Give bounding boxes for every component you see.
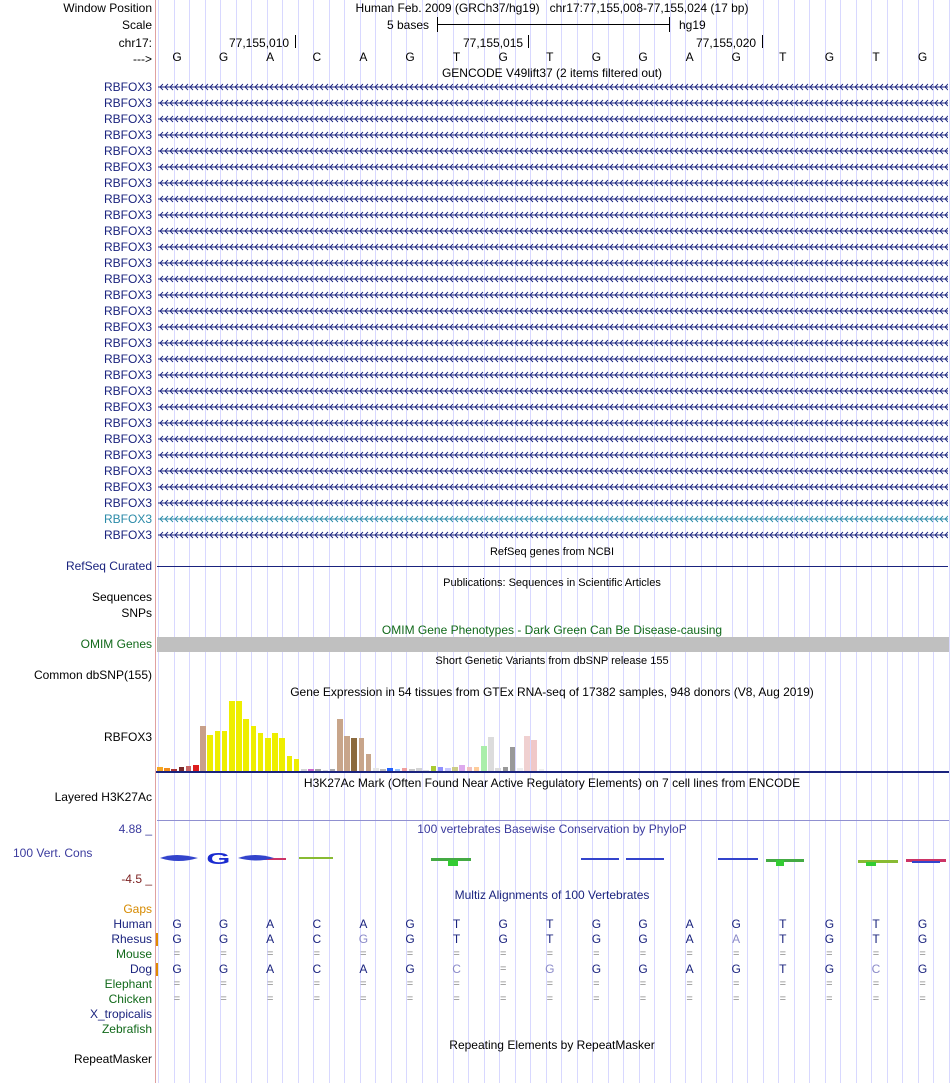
gtex-tissue-bar[interactable] <box>258 733 264 771</box>
multiz-base: G <box>172 962 182 976</box>
base-letter: A <box>685 50 694 64</box>
multiz-base: = <box>220 948 227 960</box>
gencode-transcript-line[interactable] <box>158 161 948 173</box>
phylop-min-label: -4.5 _ <box>121 872 152 886</box>
multiz-base: = <box>453 993 460 1005</box>
gencode-transcript-label[interactable]: RBFOX3 <box>103 336 152 350</box>
multiz-base: A <box>359 962 368 976</box>
multiz-base: T <box>779 917 787 931</box>
gtex-tissue-bar[interactable] <box>200 726 206 771</box>
multiz-base: = <box>779 993 787 1005</box>
gencode-transcript-line[interactable] <box>158 513 948 525</box>
gencode-title: GENCODE V49lift37 (2 items filtered out) <box>441 66 663 80</box>
gtex-tissue-bar[interactable] <box>222 731 228 771</box>
gtex-tissue-bar[interactable] <box>366 754 372 771</box>
scale-text: 5 bases <box>387 18 430 32</box>
position-tick-1 <box>295 35 296 48</box>
gtex-tissue-bar[interactable] <box>344 736 350 771</box>
gencode-transcript-line[interactable] <box>158 321 948 333</box>
position-tick-2 <box>528 35 529 48</box>
multiz-base: = <box>313 948 321 960</box>
omim-label[interactable]: OMIM Genes <box>80 637 152 651</box>
multiz-gaps-label[interactable]: Gaps <box>123 902 152 916</box>
publications-sequences-label[interactable]: Sequences <box>91 590 152 604</box>
scale-bar-right-tick <box>669 17 670 32</box>
multiz-row-marker <box>156 933 158 946</box>
multiz-base: G <box>917 962 928 976</box>
svg-text:G: G <box>206 850 231 868</box>
gencode-transcript-label[interactable]: RBFOX3 <box>103 240 152 254</box>
scale-assembly: hg19 <box>679 18 706 32</box>
track-divider <box>155 0 156 1083</box>
multiz-base: C <box>312 932 322 946</box>
multiz-species-label[interactable]: Human <box>113 917 152 931</box>
multiz-base: = <box>779 978 787 990</box>
multiz-base: G <box>917 932 928 946</box>
phylop-max-label: 4.88 _ <box>118 822 152 836</box>
gencode-transcript-label[interactable]: RBFOX3 <box>103 224 152 238</box>
multiz-base: G <box>638 917 648 931</box>
window-position-label: Window Position <box>63 1 152 15</box>
multiz-base: = <box>593 993 600 1005</box>
multiz-base: = <box>360 993 367 1005</box>
multiz-base: C <box>312 962 322 976</box>
multiz-base: = <box>266 948 274 960</box>
gencode-transcript-label[interactable]: RBFOX3 <box>103 192 152 206</box>
multiz-base: A <box>685 962 694 976</box>
base-letter: T <box>546 50 554 64</box>
base-letter: G <box>731 50 741 64</box>
base-letter: G <box>824 50 835 64</box>
multiz-base: = <box>919 948 926 960</box>
h3k27ac-baseline <box>157 820 949 821</box>
multiz-species-label[interactable]: Elephant <box>104 977 152 991</box>
phylop-label[interactable]: 100 Vert. Cons <box>13 846 93 860</box>
multiz-base: G <box>405 962 415 976</box>
multiz-base: = <box>173 948 181 960</box>
multiz-base: G <box>498 917 508 931</box>
multiz-base: = <box>499 993 507 1005</box>
multiz-base: = <box>732 978 740 990</box>
gencode-transcript-label[interactable]: RBFOX3 <box>103 304 152 318</box>
gencode-transcript-line[interactable] <box>158 273 948 285</box>
h3k27ac-label[interactable]: Layered H3K27Ac <box>54 790 152 804</box>
refseq-title: RefSeq genes from NCBI <box>489 546 615 558</box>
publications-snps-label[interactable]: SNPs <box>121 606 152 620</box>
multiz-base: G <box>405 932 415 946</box>
multiz-base: = <box>686 993 693 1005</box>
gencode-transcript-label[interactable]: RBFOX3 <box>103 288 152 302</box>
multiz-base: = <box>313 978 321 990</box>
base-letter: T <box>779 50 787 64</box>
multiz-base: = <box>173 993 181 1005</box>
multiz-base: = <box>406 993 414 1005</box>
multiz-species-label[interactable]: Zebrafish <box>101 1022 152 1036</box>
multiz-base: T <box>872 932 880 946</box>
grid-line <box>949 0 950 1083</box>
position-tick-3 <box>762 35 763 48</box>
refseq-label[interactable]: RefSeq Curated <box>65 559 152 573</box>
gencode-transcript-line[interactable] <box>158 465 948 477</box>
multiz-base: G <box>218 917 229 931</box>
base-letter: G <box>917 50 928 64</box>
gencode-transcript-label[interactable]: RBFOX3 <box>103 352 152 366</box>
multiz-base: = <box>639 948 647 960</box>
multiz-base: G <box>731 962 741 976</box>
multiz-base: = <box>499 948 507 960</box>
gtex-baseline <box>156 771 949 773</box>
multiz-base: G <box>824 932 835 946</box>
gtex-tissue-bar[interactable] <box>524 736 530 771</box>
scale-bar-left-tick <box>437 17 438 32</box>
base-letter: G <box>405 50 415 64</box>
gencode-transcript-label[interactable]: RBFOX3 <box>103 448 152 462</box>
multiz-species-label[interactable]: Mouse <box>115 947 152 961</box>
phylop-glyphs <box>160 851 946 868</box>
multiz-base: = <box>546 948 554 960</box>
multiz-base: = <box>220 993 227 1005</box>
multiz-base: T <box>452 932 461 946</box>
multiz-row-marker <box>156 963 158 976</box>
gencode-transcript-line[interactable] <box>158 481 948 493</box>
h3k27ac-title: H3K27Ac Mark (Often Found Near Active Regulatory Elements) on 7 cell lines from ENCODE <box>303 776 801 790</box>
multiz-base: G <box>638 932 648 946</box>
gencode-transcript-label[interactable]: RBFOX3 <box>103 320 152 334</box>
gtex-tissue-bar[interactable] <box>272 733 278 771</box>
base-letter: G <box>638 50 648 64</box>
gtex-title: Gene Expression in 54 tissues from GTEx RNA-seq of 17382 samples, 948 donors (V8, Aug 2019) <box>290 685 814 699</box>
repeatmasker-label[interactable]: RepeatMasker <box>73 1052 152 1066</box>
multiz-base: = <box>872 978 880 990</box>
gencode-transcript-line[interactable] <box>158 401 948 413</box>
publications-title: Publications: Sequences in Scientific Articles <box>443 577 661 589</box>
gencode-transcript-line[interactable] <box>158 337 948 349</box>
gencode-transcript-label[interactable]: RBFOX3 <box>103 176 152 190</box>
multiz-base: G <box>591 932 602 946</box>
gencode-transcript-label[interactable]: RBFOX3 <box>103 480 152 494</box>
multiz-base: G <box>358 932 369 946</box>
gtex-tissue-bar[interactable] <box>510 747 516 771</box>
gtex-tissue-bar[interactable] <box>481 746 487 771</box>
gencode-transcript-label[interactable]: RBFOX3 <box>103 416 152 430</box>
gtex-tissue-bar[interactable] <box>215 731 221 771</box>
multiz-base: = <box>406 978 414 990</box>
gencode-transcript-line[interactable] <box>158 209 948 221</box>
multiz-base: = <box>686 978 693 990</box>
gencode-transcript-line[interactable] <box>158 385 948 397</box>
gencode-transcript-label[interactable]: RBFOX3 <box>103 80 152 94</box>
multiz-base: T <box>546 932 554 946</box>
phylop-title: 100 vertebrates Basewise Conservation by PhyloP <box>417 822 687 836</box>
gencode-transcript-line[interactable] <box>158 369 948 381</box>
scale-label: Scale <box>121 18 152 32</box>
refseq-gene-line[interactable] <box>157 566 948 567</box>
multiz-base: = <box>826 978 833 990</box>
gencode-transcript-line[interactable] <box>158 97 948 109</box>
gencode-transcript-line[interactable] <box>158 289 948 301</box>
gtex-tissue-bar[interactable] <box>251 726 257 771</box>
multiz-base: = <box>686 948 693 960</box>
multiz-base: C <box>312 917 322 931</box>
gencode-transcript-line[interactable] <box>158 129 948 141</box>
multiz-base: = <box>499 963 507 975</box>
multiz-species-label[interactable]: X_tropicalis <box>89 1007 152 1021</box>
gencode-transcript-label[interactable]: RBFOX3 <box>103 144 152 158</box>
multiz-base: A <box>685 917 694 931</box>
gencode-transcript-label[interactable]: RBFOX3 <box>103 160 152 174</box>
multiz-base: C <box>452 962 461 976</box>
multiz-base: G <box>824 962 835 976</box>
multiz-base: G <box>591 917 602 931</box>
base-letter: G <box>172 50 182 64</box>
multiz-base: T <box>779 932 787 946</box>
base-letter: T <box>872 50 880 64</box>
repeatmasker-title: Repeating Elements by RepeatMasker <box>449 1038 655 1052</box>
multiz-base: A <box>732 932 741 946</box>
position-label-2: 77,155,015 <box>463 36 524 50</box>
multiz-base: = <box>779 948 787 960</box>
base-letter: G <box>218 50 229 64</box>
gtex-tissue-bar[interactable] <box>279 738 285 771</box>
gencode-transcript-label[interactable]: RBFOX3 <box>103 464 152 478</box>
omim-title: OMIM Gene Phenotypes - Dark Green Can Be Disease-causing <box>381 623 723 637</box>
strand-label: ---> <box>133 52 152 66</box>
multiz-base: C <box>871 962 881 976</box>
multiz-base: T <box>779 962 787 976</box>
gencode-transcript-label[interactable]: RBFOX3 <box>103 496 152 510</box>
gencode-transcript-label[interactable]: RBFOX3 <box>103 256 152 270</box>
base-letter: A <box>266 50 275 64</box>
omim-gene-bar[interactable] <box>157 637 949 652</box>
gtex-tissue-bar[interactable] <box>287 756 293 771</box>
base-letter: C <box>312 50 322 64</box>
multiz-base: = <box>872 993 880 1005</box>
multiz-base: = <box>266 993 274 1005</box>
gencode-transcript-line[interactable] <box>158 449 948 461</box>
gencode-transcript-line[interactable] <box>158 529 948 541</box>
gencode-transcript-line[interactable] <box>158 225 948 237</box>
multiz-base: = <box>546 993 554 1005</box>
gtex-tissue-bar[interactable] <box>229 701 235 771</box>
multiz-base: G <box>591 962 602 976</box>
gencode-transcript-label[interactable]: RBFOX3 <box>103 432 152 446</box>
multiz-base: = <box>453 978 460 990</box>
base-letter: T <box>452 50 461 64</box>
multiz-base: G <box>172 917 182 931</box>
multiz-base: = <box>826 993 833 1005</box>
gencode-transcript-label[interactable]: RBFOX3 <box>103 384 152 398</box>
gencode-transcript-label[interactable]: RBFOX3 <box>103 208 152 222</box>
gencode-transcript-line[interactable] <box>158 257 948 269</box>
gencode-transcript-label[interactable]: RBFOX3 <box>103 112 152 126</box>
multiz-base: = <box>360 978 367 990</box>
gtex-tissue-bar[interactable] <box>351 738 357 771</box>
multiz-base: = <box>593 978 600 990</box>
phylop-logo <box>156 848 950 870</box>
gtex-label[interactable]: RBFOX3 <box>103 730 152 744</box>
multiz-base: G <box>731 917 741 931</box>
multiz-base: = <box>919 993 926 1005</box>
multiz-base: T <box>452 917 461 931</box>
gencode-transcript-label[interactable]: RBFOX3 <box>103 96 152 110</box>
multiz-base: = <box>453 948 460 960</box>
multiz-base: G <box>638 962 648 976</box>
multiz-base: = <box>360 948 367 960</box>
multiz-base: = <box>313 993 321 1005</box>
multiz-base: G <box>218 962 229 976</box>
chr-label: chr17: <box>118 36 152 50</box>
gencode-transcript-label[interactable]: RBFOX3 <box>103 400 152 414</box>
multiz-base: = <box>919 978 926 990</box>
multiz-base: G <box>498 932 508 946</box>
multiz-base: = <box>732 948 740 960</box>
gencode-transcript-label[interactable]: RBFOX3 <box>103 368 152 382</box>
base-letter: G <box>591 50 602 64</box>
multiz-base: A <box>685 932 694 946</box>
gencode-transcript-line[interactable] <box>158 81 948 93</box>
multiz-base: = <box>546 978 554 990</box>
window-position-text: Human Feb. 2009 (GRCh37/hg19) chr17:77,155,008-77,155,024 (17 bp) <box>355 1 749 15</box>
multiz-base: = <box>173 978 181 990</box>
gencode-transcript-line[interactable] <box>158 241 948 253</box>
gencode-transcript-line[interactable] <box>158 417 948 429</box>
gtex-tissue-bar[interactable] <box>243 719 249 771</box>
gencode-transcript-line[interactable] <box>158 193 948 205</box>
gencode-transcript-line[interactable] <box>158 305 948 317</box>
multiz-species-label[interactable]: Chicken <box>108 992 152 1006</box>
multiz-base: T <box>872 917 880 931</box>
gtex-tissue-bar[interactable] <box>294 759 300 771</box>
multiz-base: A <box>266 917 275 931</box>
multiz-base: = <box>639 978 647 990</box>
multiz-base: = <box>593 948 600 960</box>
gencode-transcript-line[interactable] <box>158 353 948 365</box>
gencode-transcript-line[interactable] <box>158 113 948 125</box>
multiz-base: = <box>406 948 414 960</box>
multiz-title: Multiz Alignments of 100 Vertebrates <box>454 888 650 902</box>
multiz-base: A <box>266 962 275 976</box>
multiz-species-label[interactable]: Dog <box>129 962 152 976</box>
multiz-base: T <box>546 917 554 931</box>
gtex-tissue-bar[interactable] <box>337 719 343 771</box>
multiz-base: G <box>545 962 555 976</box>
multiz-base: G <box>917 917 928 931</box>
gencode-transcript-line[interactable] <box>158 497 948 509</box>
gencode-transcript-label[interactable]: RBFOX3 <box>103 128 152 142</box>
base-letter: G <box>498 50 508 64</box>
gtex-tissue-bar[interactable] <box>359 738 365 771</box>
base-letter: A <box>359 50 368 64</box>
gtex-tissue-bar[interactable] <box>531 740 537 771</box>
multiz-base: = <box>872 948 880 960</box>
gtex-tissue-bar[interactable] <box>207 735 213 771</box>
gencode-transcript-label[interactable]: RBFOX3 <box>103 512 152 526</box>
multiz-base: G <box>405 917 415 931</box>
scale-bar <box>437 24 670 25</box>
gtex-tissue-bar[interactable] <box>265 738 271 771</box>
multiz-base: A <box>359 917 368 931</box>
dbsnp-title: Short Genetic Variants from dbSNP release 155 <box>435 655 669 667</box>
gtex-tissue-bar[interactable] <box>488 737 494 771</box>
multiz-base: G <box>824 917 835 931</box>
multiz-base: = <box>220 978 227 990</box>
multiz-base: = <box>639 993 647 1005</box>
gencode-transcript-line[interactable] <box>158 177 948 189</box>
multiz-base: = <box>499 978 507 990</box>
gencode-transcript-label[interactable]: RBFOX3 <box>103 528 152 542</box>
gtex-tissue-bar[interactable] <box>236 701 242 771</box>
dbsnp-label[interactable]: Common dbSNP(155) <box>33 668 152 682</box>
gencode-transcript-label[interactable]: RBFOX3 <box>103 272 152 286</box>
multiz-base: = <box>826 948 833 960</box>
multiz-species-label[interactable]: Rhesus <box>111 932 152 946</box>
multiz-base: A <box>266 932 275 946</box>
gencode-transcript-line[interactable] <box>158 433 948 445</box>
multiz-base: = <box>732 993 740 1005</box>
multiz-base: G <box>218 932 229 946</box>
gtex-bar-chart[interactable] <box>156 700 556 771</box>
gencode-transcript-line[interactable] <box>158 145 948 157</box>
multiz-base: = <box>266 978 274 990</box>
position-label-1: 77,155,010 <box>229 36 290 50</box>
multiz-base: G <box>172 932 182 946</box>
position-label-3: 77,155,020 <box>696 36 757 50</box>
